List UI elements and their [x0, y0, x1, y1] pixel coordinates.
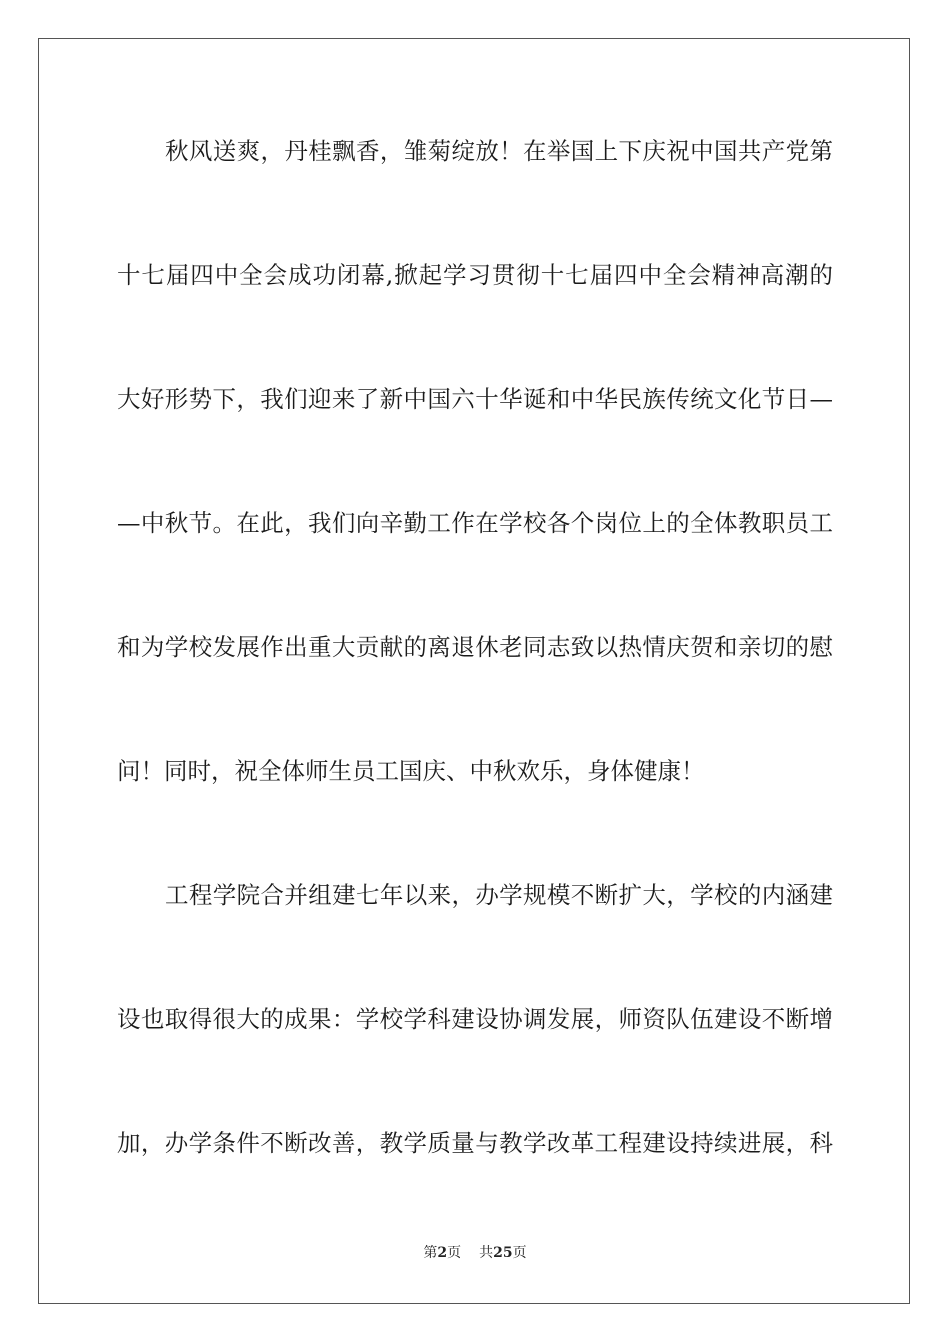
paragraph-2-line-1: 工程学院合并组建七年以来，办学规模不断扩大，学校的内涵建	[165, 881, 833, 909]
paragraph-1-line-1: 秋风送爽，丹桂飘香，雏菊绽放！在举国上下庆祝中国共产党第	[165, 137, 833, 165]
paragraph-2-line-3: 加，办学条件不断改善，教学质量与教学改革工程建设持续进展，科	[117, 1129, 833, 1157]
page-prefix: 第	[423, 1245, 438, 1261]
page-border	[38, 38, 910, 1304]
paragraph-1-line-5: 和为学校发展作出重大贡献的离退休老同志致以热情庆贺和亲切的慰	[117, 633, 833, 661]
total-pages: 25	[493, 1245, 513, 1261]
page-footer	[0, 1244, 950, 1262]
paragraph-2-line-2: 设也取得很大的成果：学校学科建设协调发展，师资队伍建设不断增	[117, 1005, 833, 1033]
paragraph-1-line-6: 问！同时，祝全体师生员工国庆、中秋欢乐，身体健康！	[117, 757, 705, 785]
page-number: 2	[437, 1245, 448, 1261]
paragraph-1-line-2: 十七届四中全会成功闭幕,掀起学习贯彻十七届四中全会精神高潮的	[117, 261, 833, 289]
total-suffix: 页	[512, 1245, 527, 1261]
page-suffix: 页	[447, 1245, 462, 1261]
paragraph-1-line-3: 大好形势下，我们迎来了新中国六十华诞和中华民族传统文化节日—	[117, 385, 833, 413]
total-prefix: 共	[479, 1245, 494, 1261]
paragraph-1-line-4: —中秋节。在此，我们向辛勤工作在学校各个岗位上的全体教职员工	[117, 509, 833, 537]
